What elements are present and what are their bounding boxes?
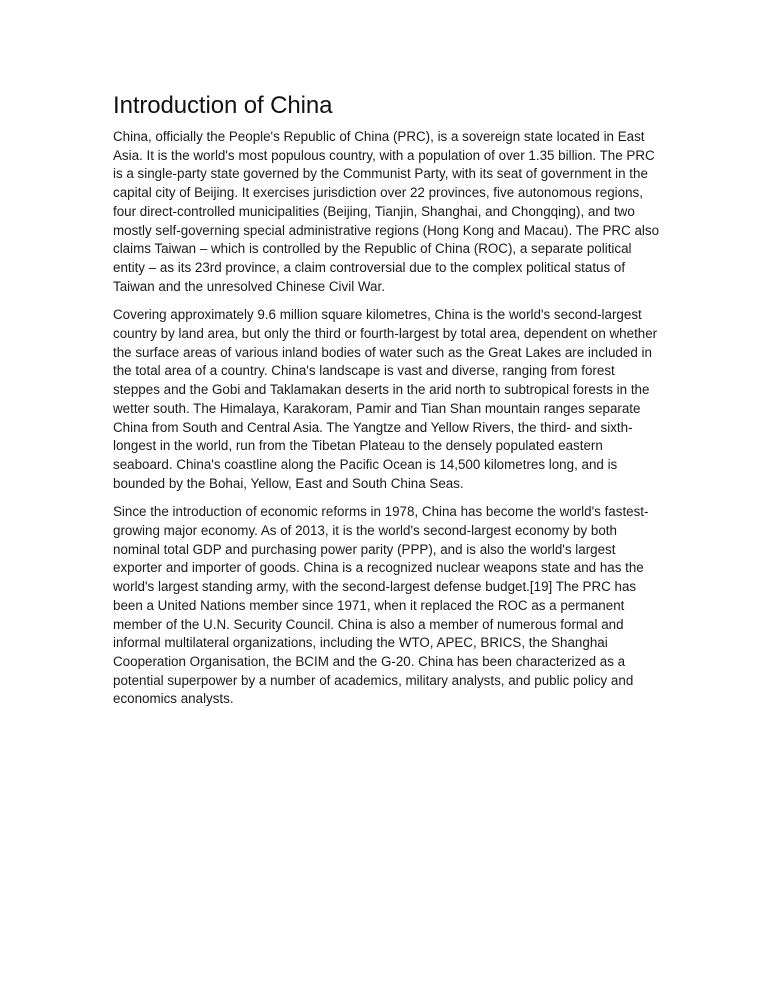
paragraph-overview: China, officially the People's Republic of China (PRC), is a sovereign state located in East Asia. It is the world's most populous country, with a population of over 1.35 billion. The PRC is a single-party state governed by the Communist Party, with its seat of government in the capital city of Beijing. It exercises jurisdiction over 22 provinces, five autonomous regions, four direct-controlled municipalities (Beijing, Tianjin, Shanghai, and Chongqing), and two mostly self-governing special administrative regions (Hong Kong and Macau). The PRC also claims Taiwan – which is controlled by the Republic of China (ROC), a separate political entity – as its 23rd province, a claim controversial due to the complex political status of Taiwan and the unresolved Chinese Civil War. bbox=[113, 129, 660, 294]
paragraph-geography: Covering approximately 9.6 million square kilometres, China is the world's second-largest country by land area, but only the third or fourth-largest by total area, dependent on whether the surface areas of various inland bodies of water such as the Great Lakes are included in the total area of a country. China's landscape is vast and diverse, ranging from forest steppes and the Gobi and Taklamakan deserts in the arid north to subtropical forests in the wetter south. The Himalaya, Karakoram, Pamir and Tian Shan mountain ranges separate China from South and Central Asia. The Yangtze and Yellow Rivers, the third- and sixth-longest in the world, run from the Tibetan Plateau to the densely populated eastern seaboard. China's coastline along the Pacific Ocean is 14,500 kilometres long, and is bounded by the Bohai, Yellow, East and South China Seas. bbox=[113, 307, 658, 491]
document-title: Introduction of China bbox=[113, 92, 333, 119]
paragraph-economy: Since the introduction of economic reforms in 1978, China has become the world's fastest-growing major economy. As of 2013, it is the world's second-largest economy by both nominal total GDP and purchasing power parity (PPP), and is also the world's largest exporter and importer of goods. China is a recognized nuclear weapons state and has the world's largest standing army, with the second-largest defense budget.[19] The PRC has been a United Nations member since 1971, when it replaced the ROC as a permanent member of the U.N. Security Council. China is also a member of numerous formal and informal multilateral organizations, including the WTO, APEC, BRICS, the Shanghai Cooperation Organisation, the BCIM and the G-20. China has been characterized as a potential superpower by a number of academics, military analysts, and public policy and economics analysts. bbox=[113, 504, 649, 707]
document-body bbox=[113, 90, 661, 719]
